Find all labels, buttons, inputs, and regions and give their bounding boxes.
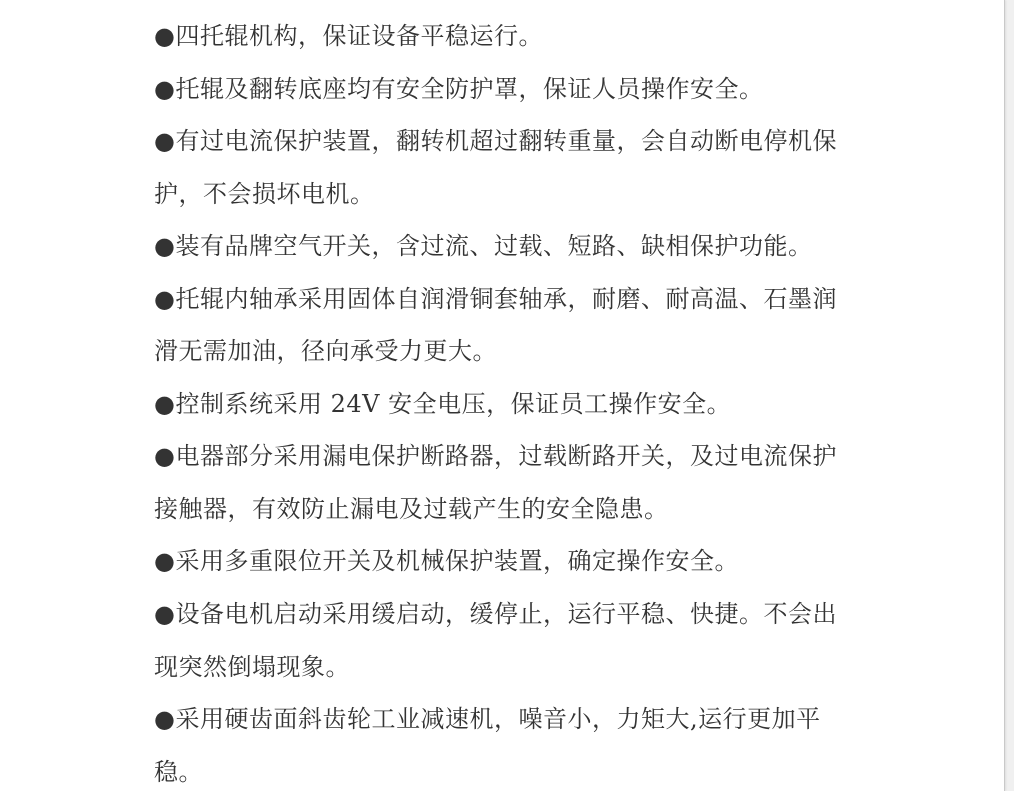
text-line: ●四托辊机构，保证设备平稳运行。 [154, 22, 543, 50]
text-line: ●设备电机启动采用缓启动，缓停止，运行平稳、快捷。不会出 [154, 600, 837, 629]
text-line: 现突然倒塌现象。 [154, 652, 350, 681]
text-line: ●托辊内轴承采用固体自润滑铜套轴承，耐磨、耐高温、石墨润 [154, 284, 837, 313]
text-line: 稳。 [154, 757, 203, 786]
text-line: 护，不会损坏电机。 [154, 179, 375, 208]
text-line: ●装有品牌空气开关，含过流、过载、短路、缺相保护功能。 [154, 232, 813, 261]
text-line: 滑无需加油，径向承受力更大。 [154, 337, 497, 366]
text-line: ●电器部分采用漏电保护断路器，过载断路开关，及过电流保护 [154, 442, 837, 471]
document-body [154, 10, 864, 791]
text-line: 接触器，有效防止漏电及过载产生的安全隐患。 [154, 494, 669, 523]
text-line: ●控制系统采用 24V 安全电压，保证员工操作安全。 [154, 389, 732, 418]
text-line: ●采用硬齿面斜齿轮工业减速机，噪音小，力矩大,运行更加平 [154, 705, 821, 734]
text-line: ●托辊及翻转底座均有安全防护罩，保证人员操作安全。 [154, 74, 764, 103]
text-line: ●有过电流保护装置，翻转机超过翻转重量，会自动断电停机保 [154, 127, 837, 156]
text-line: ●采用多重限位开关及机械保护装置，确定操作安全。 [154, 547, 739, 576]
